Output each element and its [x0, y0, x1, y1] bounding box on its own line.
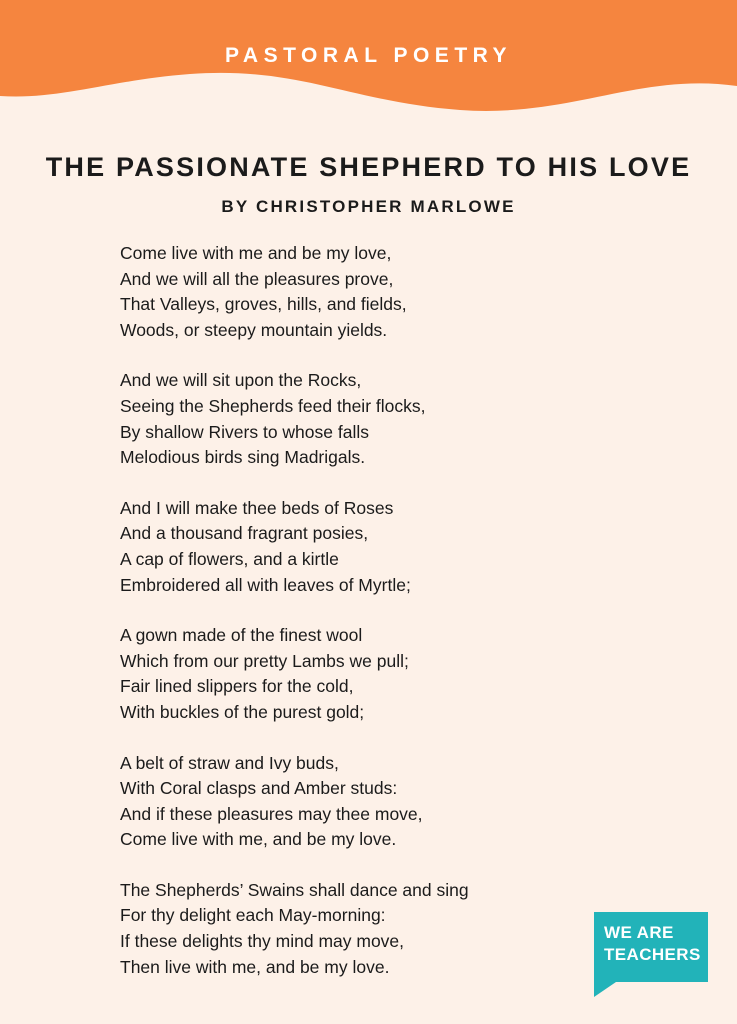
- poem-byline: BY CHRISTOPHER MARLOWE: [221, 197, 516, 216]
- logo-line-1: WE ARE: [604, 923, 674, 942]
- poem-line: Embroidered all with leaves of Myrtle;: [120, 574, 411, 595]
- poem-line: And I will make thee beds of Roses: [120, 497, 394, 518]
- stanza: [120, 751, 640, 853]
- header-banner: [0, 0, 737, 130]
- poem-line: And a thousand fragrant posies,: [120, 523, 369, 544]
- stanza: [120, 623, 640, 725]
- poem-line: Which from our pretty Lambs we pull;: [120, 650, 409, 671]
- banner-label: PASTORAL POETRY: [224, 44, 513, 67]
- poem-line: If these delights thy mind may move,: [120, 931, 405, 952]
- poem-line: Then live with me, and be my love.: [120, 956, 390, 977]
- poem-title: THE PASSIONATE SHEPHERD TO HIS LOVE: [45, 152, 692, 182]
- poem-line: That Valleys, groves, hills, and fields,: [120, 294, 407, 315]
- weareteachers-logo[interactable]: [594, 912, 708, 990]
- poem-line: With buckles of the purest gold;: [120, 701, 365, 722]
- poem-line: And we will sit upon the Rocks,: [120, 370, 362, 391]
- stanza: [120, 878, 640, 980]
- poem-body: [120, 241, 640, 1005]
- stanza: [120, 496, 640, 598]
- stanza: [120, 241, 640, 343]
- poem-line: By shallow Rivers to whose falls: [120, 421, 369, 442]
- stanza: [120, 368, 640, 470]
- logo-line-2: TEACHERS: [604, 945, 701, 964]
- poem-line: For thy delight each May-morning:: [120, 905, 386, 926]
- poem-line: Melodious birds sing Madrigals.: [120, 447, 366, 468]
- logo-text: [604, 922, 701, 966]
- poem-line: Come live with me, and be my love.: [120, 829, 397, 850]
- poem-line: And if these pleasures may thee move,: [120, 803, 423, 824]
- poem-line: A cap of flowers, and a kirtle: [120, 548, 339, 569]
- poem-line: Woods, or steepy mountain yields.: [120, 319, 388, 340]
- poem-line: A gown made of the finest wool: [120, 625, 363, 646]
- poem-line: Fair lined slippers for the cold,: [120, 676, 354, 697]
- poem-line: The Shepherds’ Swains shall dance and sing: [120, 879, 469, 900]
- poem-line: Seeing the Shepherds feed their flocks,: [120, 395, 426, 416]
- poem-line: And we will all the pleasures prove,: [120, 268, 394, 289]
- poem-line: Come live with me and be my love,: [120, 243, 392, 263]
- poem-line: With Coral clasps and Amber studs:: [120, 778, 398, 799]
- poem-line: A belt of straw and Ivy buds,: [120, 752, 339, 773]
